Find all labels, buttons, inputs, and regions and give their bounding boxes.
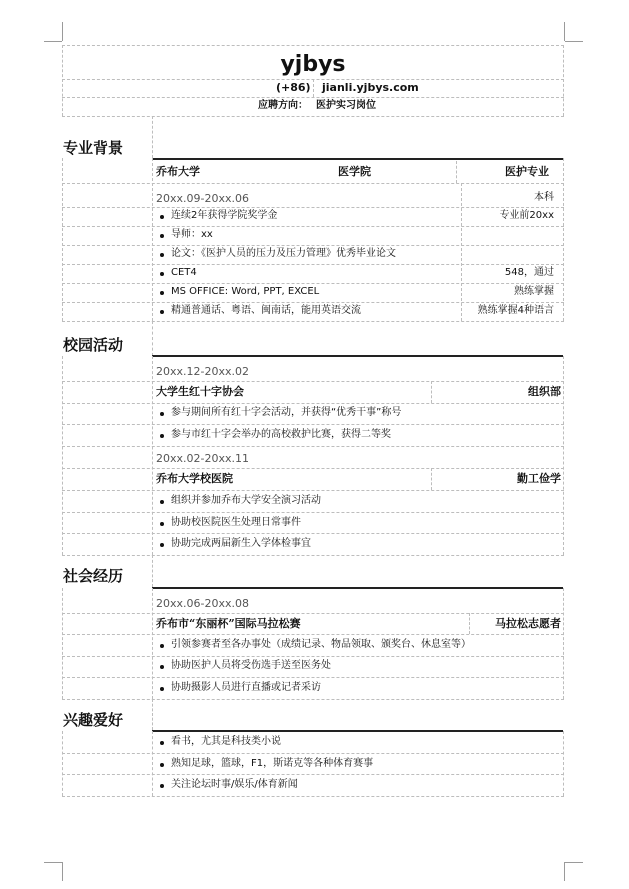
major-name: 医护专业: [505, 165, 549, 178]
campus-role-2: 勤工俭学: [517, 472, 561, 485]
crop-mark-br-v: [564, 862, 565, 881]
website: jianli.yjbys.com: [322, 81, 419, 94]
crop-mark-br-h: [565, 862, 583, 863]
education-date: 20xx.09-20xx.06: [156, 192, 249, 205]
social-date: 20xx.06-20xx.08: [156, 597, 249, 610]
crop-mark-tr-v: [564, 22, 565, 41]
campus-org-2: 乔布大学校医院: [156, 472, 233, 485]
objective-label: 应聘方向：: [258, 100, 308, 111]
crop-mark-tl-v: [62, 22, 63, 41]
section-rule: [152, 587, 563, 589]
section-title-hobbies: 兴趣爱好: [63, 711, 124, 729]
phone: (+86): [276, 81, 311, 94]
section-rule: [152, 158, 563, 160]
candidate-name: yjbys: [280, 52, 346, 77]
crop-mark-tr-h: [565, 41, 583, 42]
college-name: 医学院: [338, 165, 371, 178]
crop-mark-bl-h: [44, 862, 62, 863]
campus-date-1: 20xx.12-20xx.02: [156, 365, 249, 378]
campus-org-1: 大学生红十字协会: [156, 385, 244, 398]
crop-mark-bl-v: [62, 862, 63, 881]
crop-mark-tl-h: [44, 41, 62, 42]
objective-value: 医护实习岗位: [316, 100, 376, 111]
degree: 本科: [534, 192, 554, 203]
campus-role-1: 组织部: [528, 385, 561, 398]
section-title-education: 专业背景: [63, 139, 124, 157]
section-title-campus: 校园活动: [63, 336, 124, 354]
section-rule: [152, 730, 563, 732]
section-rule: [152, 355, 563, 357]
social-role: 马拉松志愿者: [495, 617, 561, 630]
school-name: 乔布大学: [156, 165, 200, 178]
campus-date-2: 20xx.02-20xx.11: [156, 452, 249, 465]
section-title-social: 社会经历: [63, 567, 124, 585]
social-org: 乔布市“东丽杯”国际马拉松赛: [156, 617, 301, 630]
